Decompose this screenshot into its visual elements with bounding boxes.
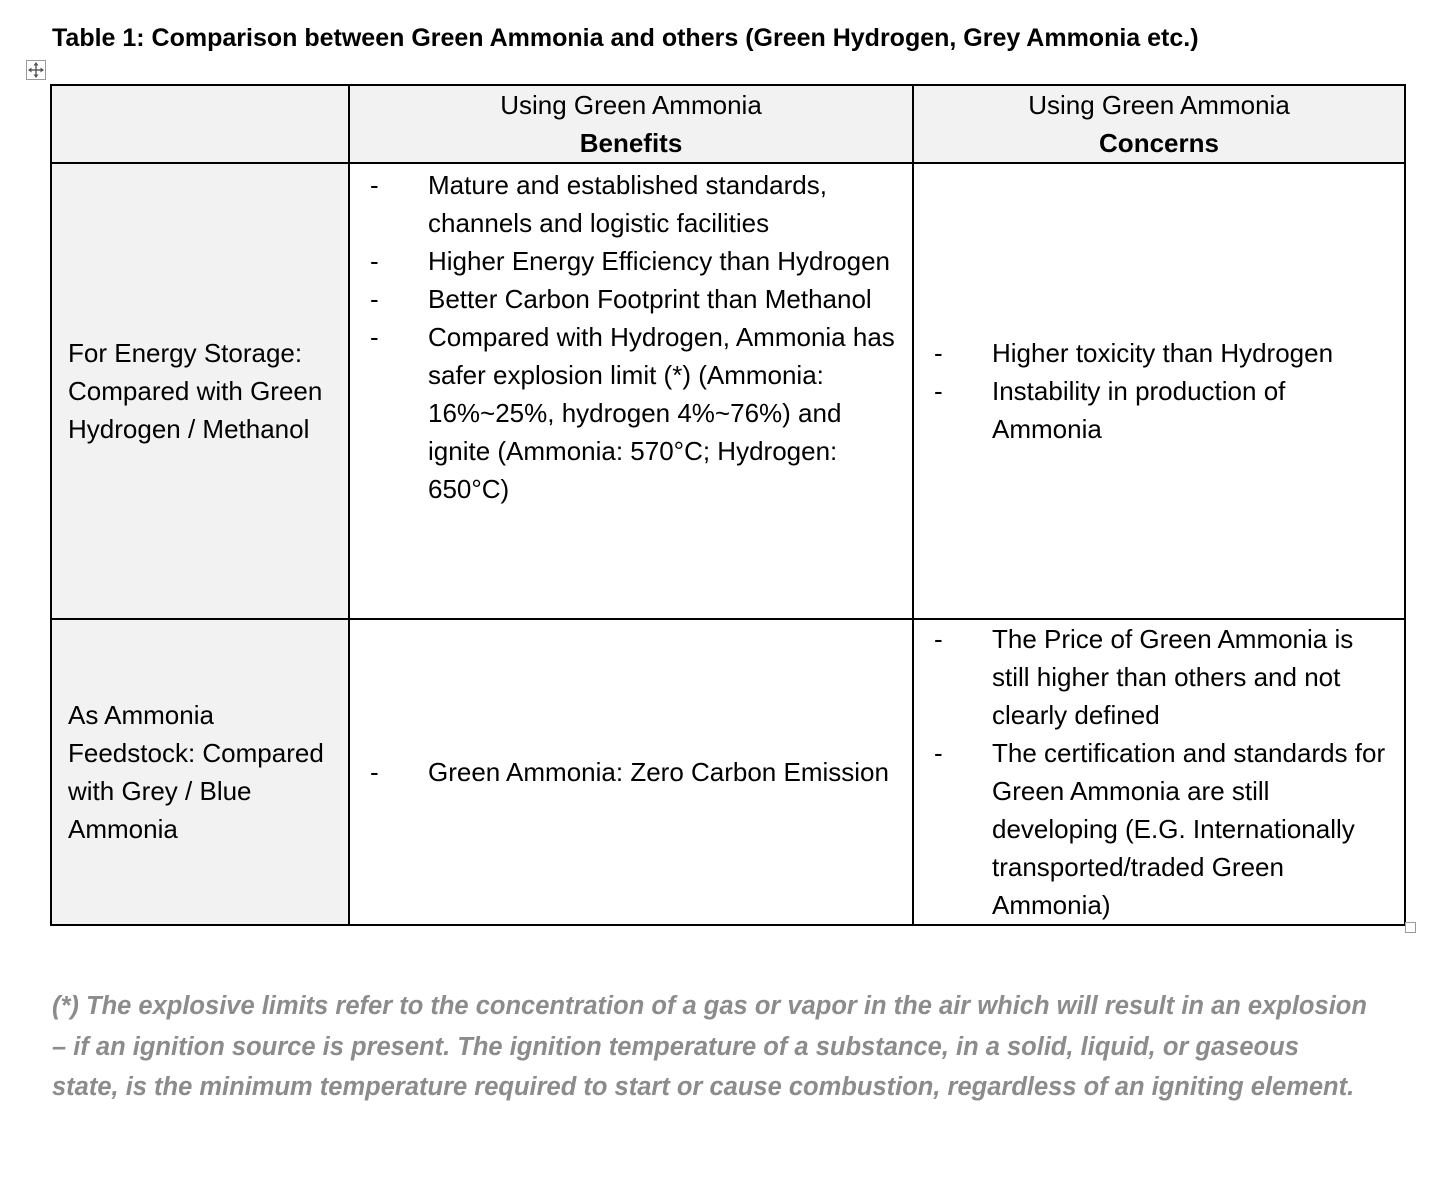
table-row: [51, 619, 1405, 925]
list-item: - The Price of Green Ammonia is still higher than others and not clearly defined: [914, 620, 1404, 734]
list-item: - Better Carbon Footprint than Methanol: [350, 280, 912, 318]
footnote: (*) The explosive limits refer to the concentration of a gas or vapor in the air which will result in an explosion – if an ignition source is present. The ignition temperature of a substance, in a solid, liquid, or gaseous state, is the minimum temperature required to start or cause combustion, regardless of an igniting element.: [52, 992, 1367, 1101]
benefits-cell: [349, 163, 913, 619]
header-concerns-line1: Using Green Ammonia: [1028, 90, 1290, 120]
table-move-icon[interactable]: [26, 60, 46, 80]
concerns-cell: [913, 163, 1405, 619]
header-corner-cell: [51, 85, 349, 163]
list-item: - Green Ammonia: Zero Carbon Emission: [350, 753, 912, 791]
benefits-cell: [349, 619, 913, 925]
header-concerns-cell: [913, 85, 1405, 163]
table-row: [51, 163, 1405, 619]
concerns-cell: [913, 619, 1405, 925]
list-item: - Instability in production of Ammonia: [914, 372, 1404, 448]
table-header-row: [51, 85, 1405, 163]
list-item: - Compared with Hydrogen, Ammonia has safer explosion limit (*) (Ammonia: 16%~25%, hydrogen 4%~76%) and ignite (Ammonia: 570°C; Hydrogen: 650°C): [350, 318, 912, 508]
row-label-ammonia-feedstock: As Ammonia Feedstock: Compared with Grey / Blue Ammonia: [51, 619, 349, 925]
header-concerns-line2: Concerns: [1099, 128, 1219, 158]
row-label-energy-storage: For Energy Storage: Compared with Green Hydrogen / Methanol: [51, 163, 349, 619]
header-benefits-cell: [349, 85, 913, 163]
table-resize-icon[interactable]: [1405, 922, 1416, 933]
list-item: - Mature and established standards, channels and logistic facilities: [350, 166, 912, 242]
header-benefits-line2: Benefits: [579, 128, 683, 158]
list-item: - Higher toxicity than Hydrogen: [914, 334, 1404, 372]
comparison-table: [50, 84, 1406, 926]
table-caption: Table 1: Comparison between Green Ammonia and others (Green Hydrogen, Grey Ammonia etc.): [52, 24, 1199, 52]
header-benefits-line1: Using Green Ammonia: [500, 90, 762, 120]
list-item: - Higher Energy Efficiency than Hydrogen: [350, 242, 912, 280]
list-item: - The certification and standards for Green Ammonia are still developing (E.G. Internationally transported/traded Green Ammonia): [914, 734, 1404, 924]
